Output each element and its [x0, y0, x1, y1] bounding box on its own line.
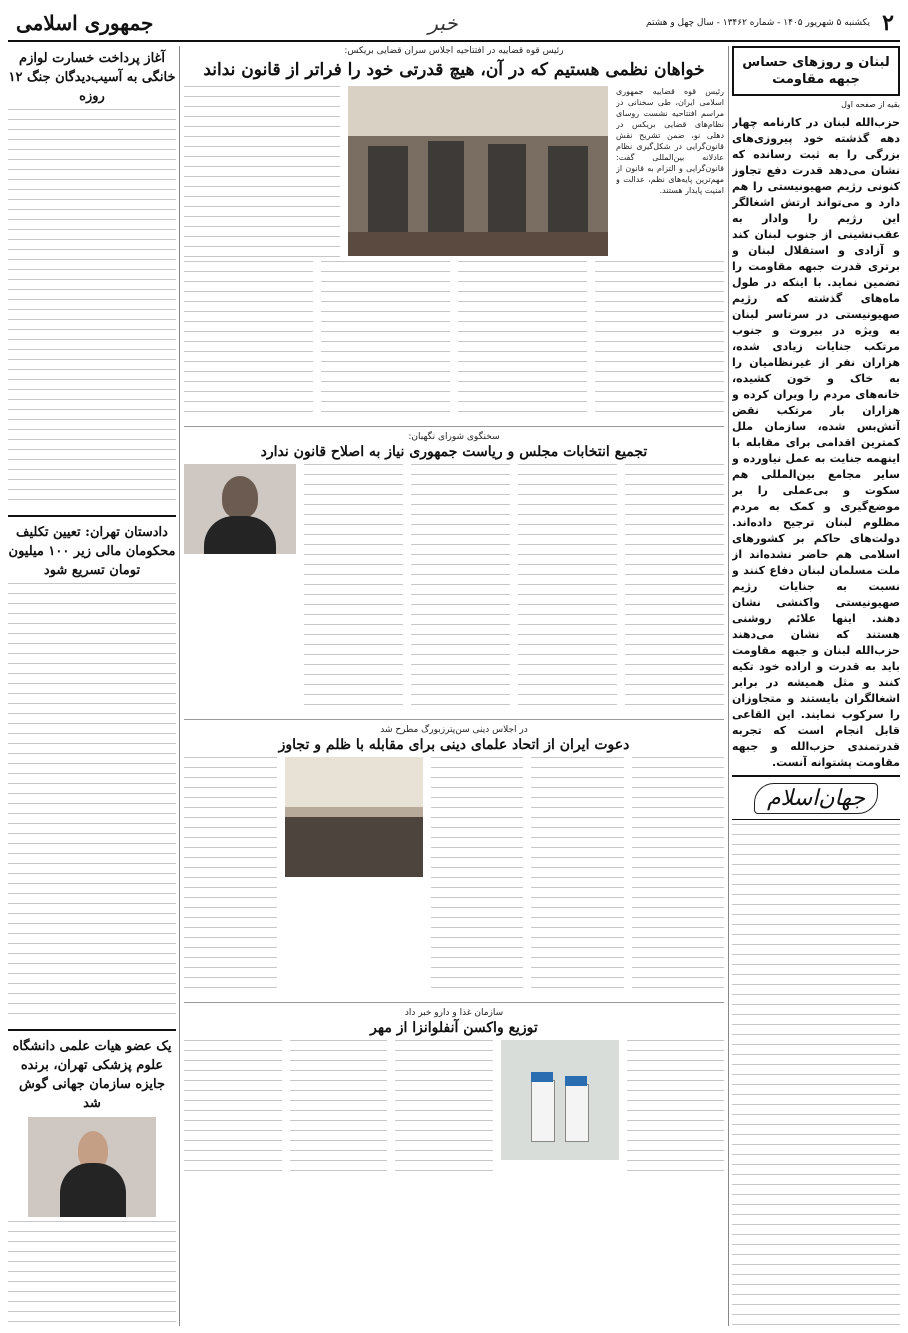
divider: [8, 1029, 176, 1031]
right-column: [732, 46, 900, 1326]
logo-text: جهان‌اسلام: [754, 783, 878, 814]
middle-column: [184, 46, 724, 1326]
divider: [8, 515, 176, 517]
column-divider: [179, 46, 180, 1326]
story4-kicker: سازمان غذا و دارو خبر داد: [404, 1008, 504, 1018]
story1-lead-text: رئیس قوه قضاییه جمهوری اسلامی ایران، طی سخنانی در مراسم افتتاحیه نشست روسای نظام‌های قضایی بریکس در دهلی نو، ضمن تشریح نقش قانون‌گرایی در شکل‌گیری نظام عادلانه بین‌المللی گفت: قانون‌گرایی و التزام به قانون از مهم‌ترین پایه‌های نظم، عدالت و امنیت پایدار هستند.: [616, 87, 724, 195]
summit-photo: [348, 86, 608, 256]
content-grid: [8, 46, 900, 1326]
story1-top: [184, 86, 724, 261]
brand-logo: جمهوری اسلامی: [16, 11, 154, 35]
story2-body: [184, 464, 724, 714]
conference-photo: [285, 757, 423, 877]
date-line: یکشنبه ۵ شهریور ۱۴۰۵ - شماره ۱۳۴۶۲ - سال چهل و هشتم: [646, 18, 870, 28]
story4-body: [184, 1040, 724, 1180]
story1-kicker: رئیس قوه قضاییه در افتتاحیه اجلاس سران قضایی بریکس:: [344, 46, 564, 56]
section-name: خبر: [428, 11, 458, 35]
story2-kicker: سخنگوی شورای نگهبان:: [408, 432, 500, 442]
story4-headline: توزیع واکسن آنفلوانزا از مهر: [370, 1020, 538, 1036]
column-divider: [728, 46, 729, 1326]
editorial-text: حزب‌الله لبنان در کارنامه چهار دهه گذشته خود پیروزی‌های بزرگی را به ثبت رسانده که نشان می‌دهد قدرت دفع تجاوز کنونی رژیم صهیونیستی را هم دارد و می‌تواند ارتش اشغالگر این رژیم را وادار به عقب‌نشینی از جنوب لبنان کند و آزادی و استقلال لبنان و برتری قدرت جبهه مقاومت را تضمین نماید. با اینکه در طول ماه‌های گذشته که رژیم صهیونیستی در سرتاسر لبنان به ویژه در بیروت و جنوب مرتکب جنایات زیادی شده، هزاران نفر از غیرنظامیان را به خاک و خون کشیده، خانه‌های مردم را ویران کرده و هزاران بار مرتکب نقض آتش‌بس شده، سازمان ملل کمترین اقدامی برای مقابله با اینهمه جنایت به عمل نیاورده و سایر مجامع بین‌المللی هم سکوت و بی‌عملی را بر موضع‌گیری و کمک به مردم مظلوم لبنان ترجیح داده‌اند. دولت‌های حاکم بر کشورهای اسلامی هم حاضر نشده‌اند از ملت مسلمان لبنان دفاع کنند و نسبت به جنایات رژیم صهیونیستی واکنشی نشان دهند. اینها علائم روشنی هستند که نشان می‌دهند حزب‌الله لبنان و جبهه مقاومت باید به قدرت و اراده خود تکیه کنند و مثل همیشه در برابر اشغالگران بایستند و متجاوزان را سرکوب نمایند. این القاعی قابل انجام است که تجربه قدرتمندی حزب‌الله و جبهه مقاومت پشتوانه آنست.: [732, 116, 900, 769]
editorial-title: لبنان و روزهای حساس جبهه مقاومت: [732, 46, 900, 96]
story1-body: [184, 261, 724, 421]
left-story1-headline: آغاز پرداخت خسارت لوازم خانگی به آسیب‌دیدگان جنگ ۱۲ روزه: [8, 51, 176, 104]
spokesman-photo: [184, 464, 296, 554]
jahan-eslam-logo: [732, 775, 900, 820]
story1-lead: [616, 86, 724, 261]
left-story3-headline: یک عضو هیات علمی دانشگاه علوم پزشکی تهران، برنده جایزه سازمان جهانی گوش شد: [12, 1039, 172, 1111]
story3-kicker: در اجلاس دینی سن‌پترزبورگ مطرح شد: [380, 725, 528, 735]
page-number: ۲: [882, 10, 894, 36]
divider: [184, 426, 724, 427]
divider: [184, 719, 724, 720]
left-column: [8, 46, 176, 1326]
vaccine-photo: [501, 1040, 619, 1160]
story1-text: [184, 86, 340, 261]
divider: [184, 1002, 724, 1003]
story3-body: [184, 757, 724, 997]
professor-photo: [28, 1117, 156, 1217]
left-story3-text: [8, 1221, 176, 1326]
left-story1-text: [8, 109, 176, 509]
world-news-text: [732, 824, 900, 1326]
story3-headline: دعوت ایران از اتحاد علمای دینی برای مقابله با ظلم و تجاوز: [278, 737, 630, 753]
left-story2-headline: دادستان تهران: تعیین تکلیف محکومان مالی زیر ۱۰۰ میلیون تومان تسریع شود: [8, 525, 176, 578]
left-story2-text: [8, 583, 176, 1023]
masthead: [8, 6, 900, 42]
continued-note: بقیه از صفحه اول: [841, 100, 900, 109]
story2-headline: تجمیع انتخابات مجلس و ریاست جمهوری نیاز به اصلاح قانون ندارد: [260, 444, 648, 460]
story1-headline: خواهان نظمی هستیم که در آن، هیچ قدرتی خود را فراتر از قانون نداند: [203, 60, 705, 80]
